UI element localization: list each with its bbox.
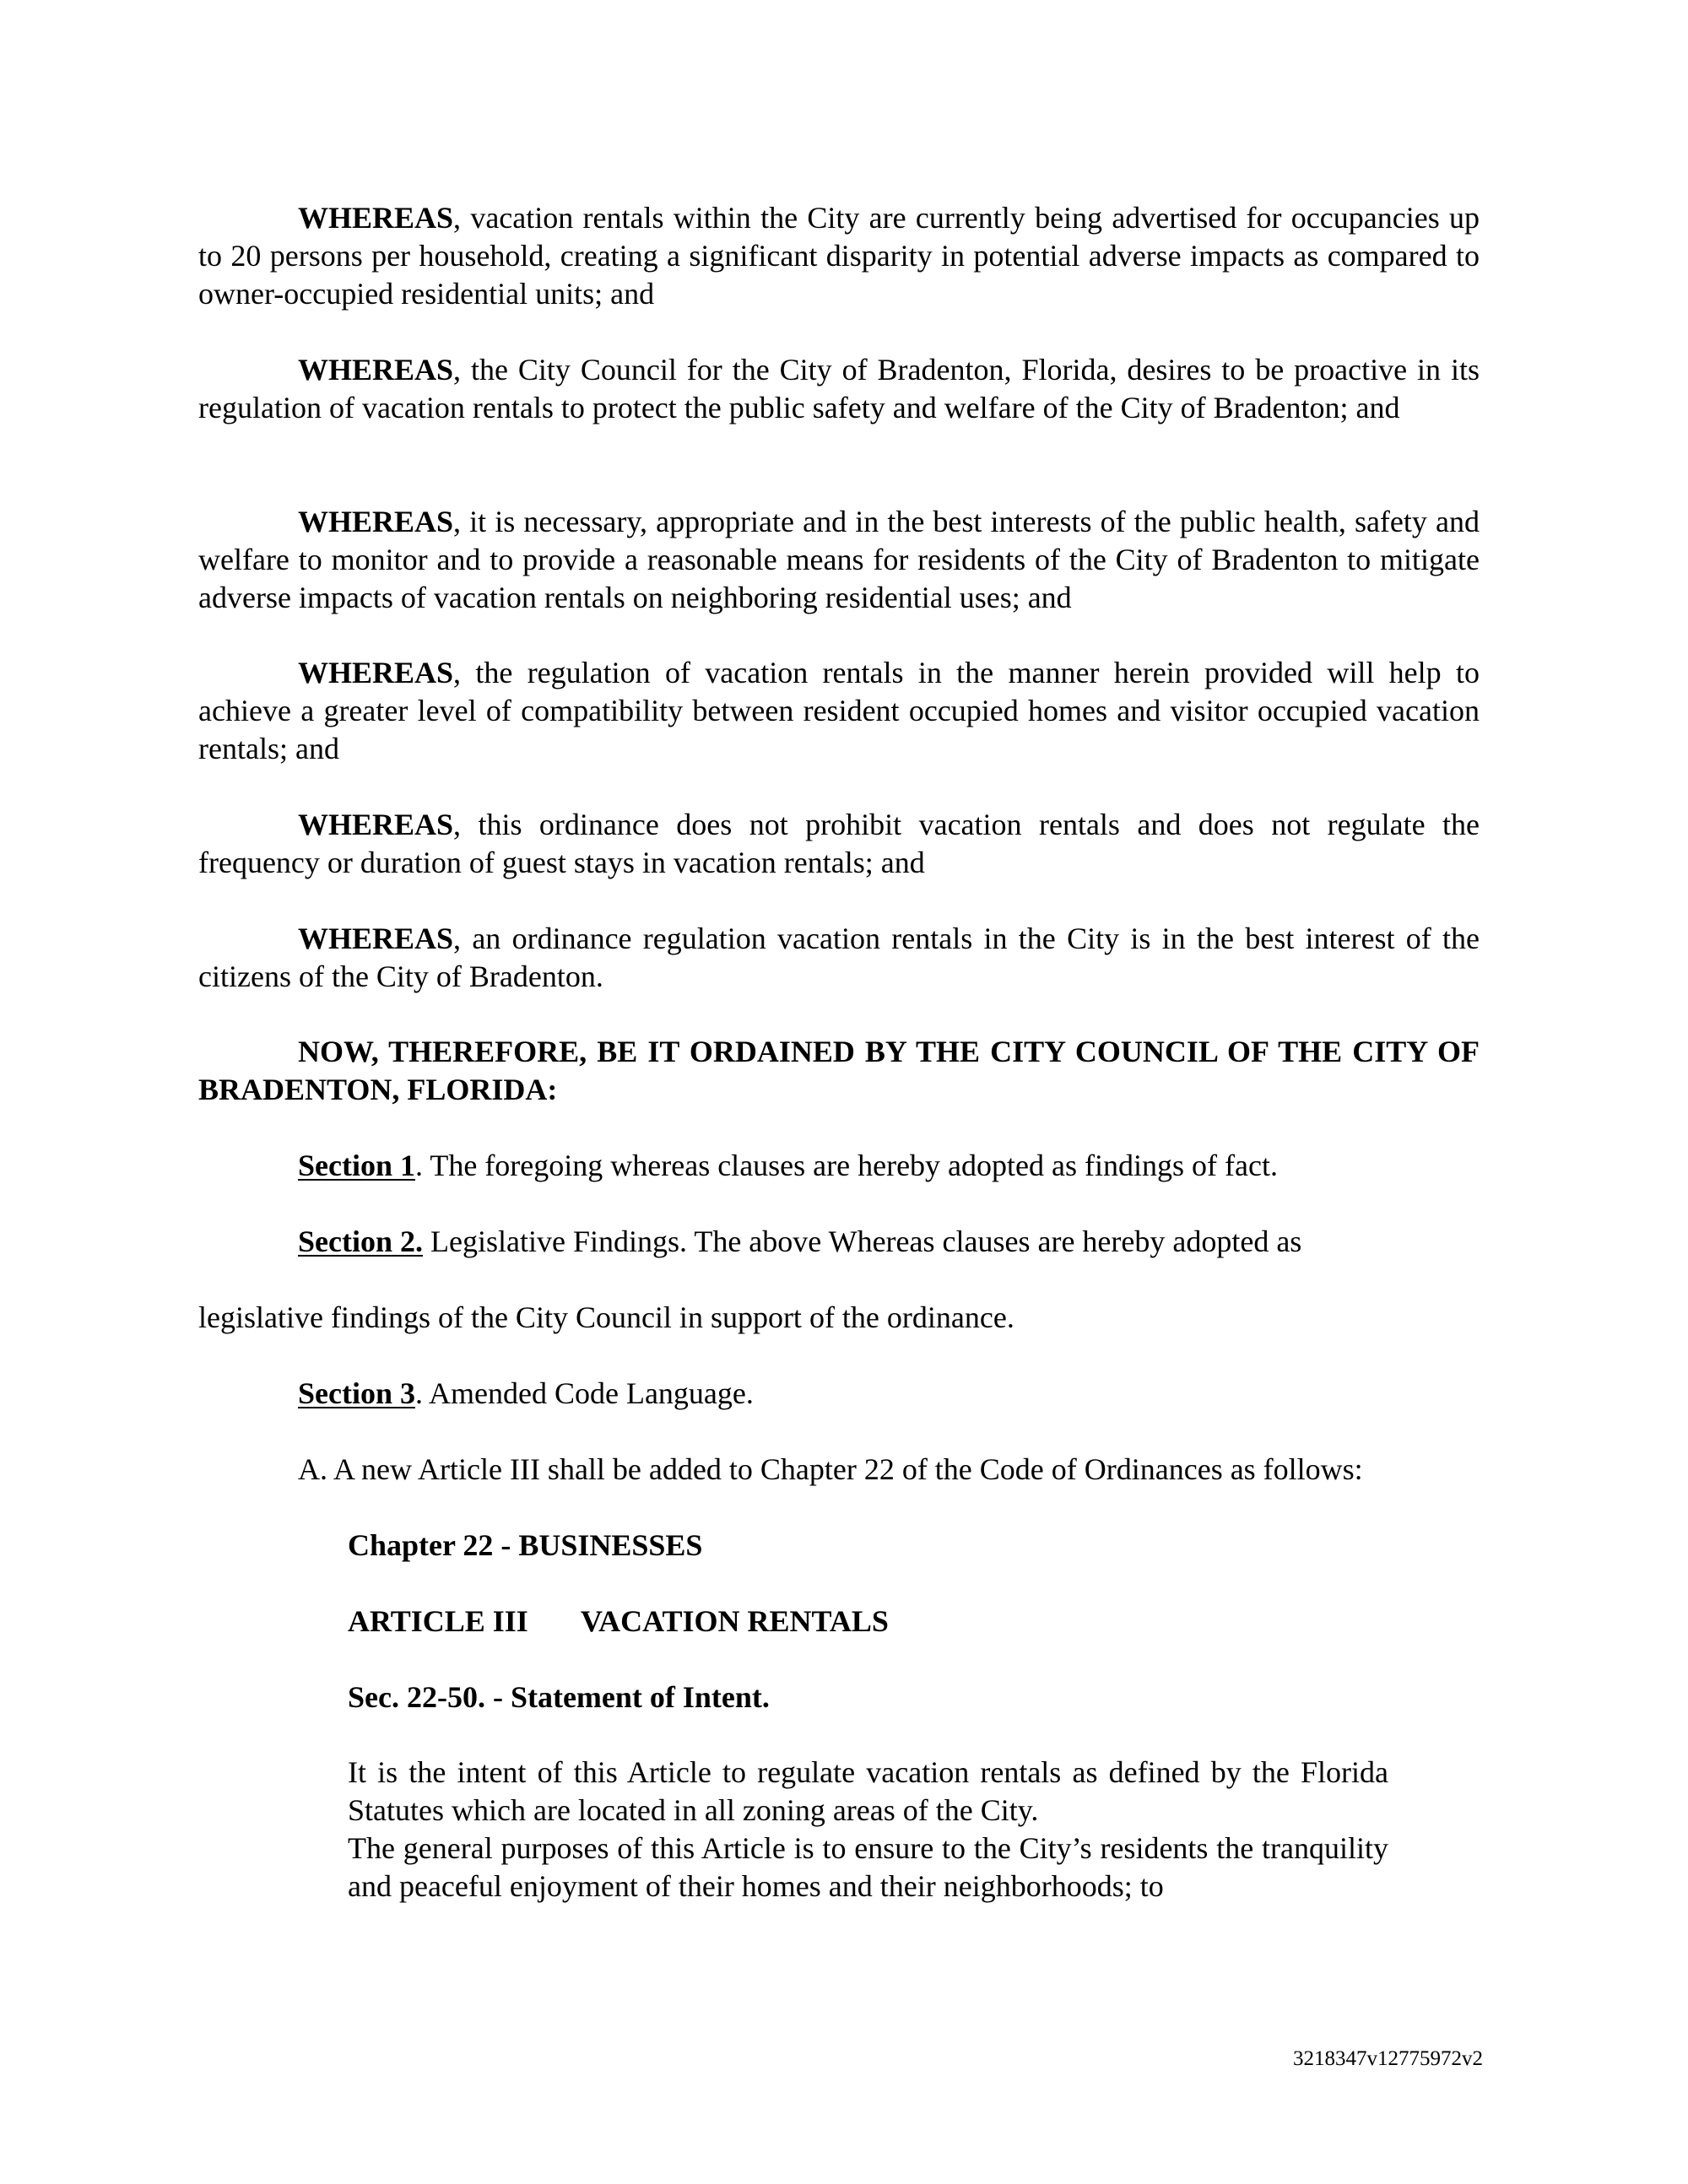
ordained-clause: NOW, THEREFORE, BE IT ORDAINED BY THE CITY COUNCIL OF THE CITY OF BRADENTON, FLORIDA: bbox=[198, 1035, 1480, 1106]
section-1-text: . The foregoing whereas clauses are hereby adopted as findings of fact. bbox=[415, 1149, 1278, 1182]
section-1-label: Section 1 bbox=[298, 1149, 415, 1182]
paragraph-text: , the regulation of vacation rentals in the manner herein provided will help to achieve a greater level of compatibility between resident occupied homes and visitor occupied vacation rentals; and bbox=[198, 656, 1480, 765]
item-a: A. A new Article III shall be added to Chapter 22 of the Code of Ordinances as follows: bbox=[298, 1452, 1363, 1486]
section-2 bbox=[198, 1223, 1480, 1261]
whereas-label: WHEREAS bbox=[298, 808, 454, 841]
section-2-text: Legislative Findings. The above Whereas clauses are hereby adopted as bbox=[423, 1224, 1302, 1258]
paragraph-text: , it is necessary, appropriate and in the best interests of the public health, safety and welfare to monitor and to provide a reasonable means for residents of the City of Bradenton to mitigate adverse impacts of vacation rentals on neighboring residential uses; and bbox=[198, 505, 1480, 614]
whereas-paragraph-1 bbox=[198, 199, 1480, 313]
whereas-label: WHEREAS bbox=[298, 505, 454, 538]
whereas-label: WHEREAS bbox=[298, 201, 454, 235]
article-title: VACATION RENTALS bbox=[580, 1604, 889, 1638]
section-2-continuation: legislative findings of the City Council in support of the ordinance. bbox=[198, 1300, 1014, 1334]
article-number: ARTICLE III bbox=[348, 1604, 528, 1638]
whereas-paragraph-5 bbox=[198, 806, 1480, 882]
section-3-text: . Amended Code Language. bbox=[415, 1376, 754, 1410]
whereas-label: WHEREAS bbox=[298, 922, 454, 955]
intent-paragraph-1: It is the intent of this Article to regulate vacation rentals as defined by the Florida Statutes which are located in all zoning areas of the City. bbox=[348, 1755, 1388, 1827]
whereas-paragraph-3 bbox=[198, 503, 1480, 617]
whereas-paragraph-6 bbox=[198, 920, 1480, 996]
whereas-label: WHEREAS bbox=[298, 353, 454, 387]
paragraph-text: , vacation rentals within the City are currently being advertised for occupancies up to 20 persons per household, creating a significant disparity in potential adverse impacts as compared to owner-occupied residential units; and bbox=[198, 201, 1480, 311]
document-id: 3218347v12775972v2 bbox=[1293, 2047, 1483, 2070]
chapter-heading: Chapter 22 - BUSINESSES bbox=[348, 1528, 703, 1562]
paragraph-text: , this ordinance does not prohibit vacation rentals and does not regulate the frequency or duration of guest stays in vacation rentals; and bbox=[198, 808, 1480, 879]
paragraph-text: , the City Council for the City of Bradenton, Florida, desires to be proactive in its regulation of vacation rentals to protect the public safety and welfare of the City of Bradenton; and bbox=[198, 353, 1480, 424]
whereas-paragraph-4 bbox=[198, 654, 1480, 768]
section-3 bbox=[298, 1375, 754, 1413]
section-1 bbox=[298, 1147, 1278, 1185]
whereas-paragraph-2 bbox=[198, 351, 1480, 427]
section-heading: Sec. 22-50. - Statement of Intent. bbox=[348, 1680, 770, 1714]
intent-paragraph-2: The general purposes of this Article is to ensure to the City’s residents the tranquility and peaceful enjoyment of their homes and their neighborhoods; to bbox=[348, 1831, 1388, 1903]
paragraph-text: , an ordinance regulation vacation rentals in the City is in the best interest of the citizens of the City of Bradenton. bbox=[198, 922, 1480, 993]
section-2-label: Section 2. bbox=[298, 1224, 423, 1258]
whereas-label: WHEREAS bbox=[298, 656, 454, 689]
section-3-label: Section 3 bbox=[298, 1376, 415, 1410]
article-heading bbox=[348, 1603, 889, 1641]
